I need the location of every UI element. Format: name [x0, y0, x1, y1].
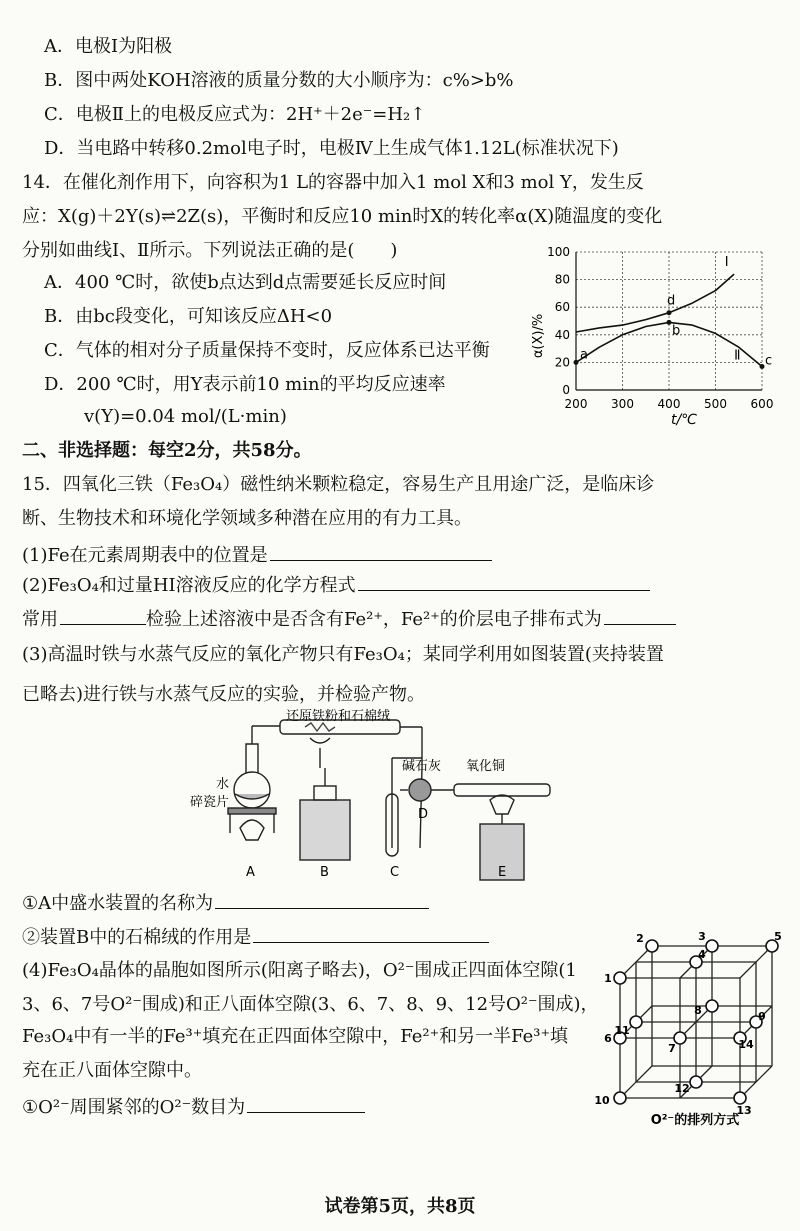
crystal-cell-diagram	[594, 930, 790, 1130]
burner-A	[240, 820, 264, 840]
y-tick-label: 20	[554, 355, 570, 370]
flask-neck	[246, 744, 258, 773]
node-number-label: 4	[698, 948, 706, 961]
node-number-label: 10	[594, 1094, 610, 1107]
label-cuo: 氧化铜	[466, 759, 506, 774]
q13-option-c: C．电极Ⅱ上的电极反应式为：2H⁺＋2e⁻=H₂↑	[44, 104, 426, 125]
q13-option-d: D．当电路中转移0.2mol电子时，电极Ⅳ上生成气体1.12L(标准状况下)	[44, 138, 619, 159]
x-tick-label: 400	[657, 397, 681, 411]
oxide-ion-node	[706, 1000, 718, 1012]
apparatus-diagram	[190, 708, 550, 890]
node-number-label: 7	[668, 1042, 676, 1055]
y-tick-label: 100	[547, 245, 570, 259]
y-tick-label: 40	[554, 327, 570, 342]
round-flask	[234, 772, 270, 808]
q13-option-a: A．电极Ⅰ为阳极	[44, 36, 173, 57]
x-tick-label: 200	[564, 397, 588, 411]
label-A: A	[246, 865, 255, 880]
oxide-ion-node	[646, 940, 658, 952]
burner-B	[300, 800, 350, 860]
answer-blank[interactable]	[253, 924, 489, 943]
q15-part2b-text2: 检验上述溶液中是否含有Fe²⁺，Fe²⁺的价层电子排布式为	[146, 609, 602, 630]
answer-blank[interactable]	[358, 572, 650, 591]
x-tick-label: 500	[704, 397, 727, 411]
node-number-label: 14	[738, 1038, 754, 1051]
point-c	[760, 364, 765, 369]
oxide-ion-node	[690, 1076, 702, 1088]
point-b	[667, 320, 672, 325]
chart-points	[574, 294, 773, 369]
q15-part2-text: (2)Fe₃O₄和过量HI溶液反应的化学方程式	[22, 575, 356, 596]
section-heading: 二、非选择题：每空2分，共58分。	[22, 440, 312, 461]
q15-part2b-text1: 常用	[22, 609, 58, 630]
q15-sub1-text: ①A中盛水装置的名称为	[22, 893, 214, 914]
chart-x-axis-label: t/℃	[671, 412, 697, 428]
point-label-d: d	[667, 293, 676, 309]
curve-1	[576, 274, 734, 332]
label-B: B	[320, 865, 329, 880]
point-label-c: c	[765, 353, 773, 369]
gauze-plate	[228, 808, 276, 814]
curve-label-1: Ⅰ	[724, 254, 729, 270]
q15-part4-line1: (4)Fe₃O₄晶体的晶胞如图所示(阳离子略去)，O²⁻围成正四面体空隙(1	[22, 960, 577, 981]
q15-intro-line1: 15．四氧化三铁（Fe₃O₄）磁性纳米颗粒稳定，容易生产且用途广泛，是临床诊	[22, 474, 655, 495]
chart-y-axis-label: α(X)/%	[531, 313, 546, 359]
q14-option-c: C．气体的相对分子质量保持不变时，反应体系已达平衡	[44, 340, 490, 361]
q15-part2	[22, 572, 650, 597]
q15-part3-line1: (3)高温时铁与水蒸气反应的氧化产物只有Fe₃O₄；某同学利用如图装置(夹持装置	[22, 644, 664, 665]
q14-option-a: A．400 ℃时，欲使b点达到d点需要延长反应时间	[44, 272, 447, 293]
cuo-tube	[454, 784, 550, 796]
q15-intro-line2: 断、生物技术和环境化学领域多种潜在应用的有力工具。	[22, 508, 472, 529]
q15-part4-line3: Fe₃O₄中有一半的Fe³⁺填充在正四面体空隙中，Fe²⁺和另一半Fe³⁺填	[22, 1026, 568, 1047]
q15-sub1	[22, 890, 429, 915]
node-number-label: 2	[636, 932, 644, 945]
conversion-temperature-chart	[524, 240, 786, 430]
q15-sub2	[22, 924, 489, 949]
q14-option-b: B．由bc段变化，可知该反应ΔH<0	[44, 306, 333, 327]
answer-blank[interactable]	[270, 542, 492, 561]
y-tick-label: 80	[554, 272, 570, 287]
q15-part1	[22, 542, 492, 567]
point-a	[574, 360, 579, 365]
oxide-ion-node	[630, 1016, 642, 1028]
oxide-ion-node	[614, 972, 626, 984]
answer-blank[interactable]	[604, 606, 676, 625]
label-top: 还原铁粉和石棉绒	[286, 709, 391, 724]
x-tick-label: 600	[750, 397, 774, 411]
page-footer: 试卷第5页，共8页	[324, 1196, 476, 1217]
cell-caption: O²⁻的排列方式	[650, 1113, 740, 1128]
answer-blank[interactable]	[247, 1094, 365, 1113]
label-chips: 碎瓷片	[190, 795, 230, 810]
label-lime: 碱石灰	[402, 759, 442, 774]
x-tick-label: 300	[611, 397, 634, 411]
label-C: C	[390, 865, 400, 880]
curve-label-2: Ⅱ	[734, 348, 741, 364]
oxide-ion-node	[734, 1092, 746, 1104]
node-number-label: 8	[694, 1004, 702, 1017]
q14-stem-line3: 分别如曲线Ⅰ、Ⅱ所示。下列说法正确的是( )	[22, 240, 398, 261]
answer-blank[interactable]	[60, 606, 146, 625]
oxide-ion-node	[614, 1092, 626, 1104]
point-label-a: a	[580, 347, 588, 363]
q14-stem-line2: 应：X(g)＋2Y(s)⇌2Z(s)，平衡时和反应10 min时X的转化率α(X)随温度的变化	[22, 206, 663, 227]
chart-axes	[547, 245, 773, 411]
q14-option-d: D．200 ℃时，用Y表示前10 min的平均反应速率	[44, 374, 446, 395]
y-tick-label: 0	[562, 383, 570, 397]
label-water: 水	[216, 777, 230, 792]
q15-part4-line2: 3、6、7号O²⁻围成)和正八面体空隙(3、6、7、8、9、12号O²⁻围成)，	[22, 994, 599, 1015]
q15-sub4	[22, 1094, 365, 1119]
point-label-b: b	[672, 323, 681, 339]
y-tick-label: 60	[554, 300, 570, 315]
node-number-label: 9	[758, 1010, 766, 1023]
q15-part4-line4: 充在正八面体空隙中。	[22, 1060, 202, 1081]
oxide-ion-node	[706, 940, 718, 952]
node-number-label: 12	[674, 1082, 690, 1095]
node-number-label: 3	[698, 930, 706, 943]
node-number-label: 11	[614, 1024, 630, 1037]
node-number-label: 13	[736, 1104, 752, 1117]
node-number-label: 5	[774, 930, 782, 943]
q15-sub4-text: ①O²⁻周围紧邻的O²⁻数目为	[22, 1097, 246, 1118]
point-d	[667, 310, 672, 315]
q15-part3-line2: 已略去)进行铁与水蒸气反应的实验，并检验产物。	[22, 684, 426, 705]
q14-option-d-formula: v(Y)=0.04 mol/(L·min)	[84, 406, 287, 427]
q15-part1-text: (1)Fe在元素周期表中的位置是	[22, 545, 268, 566]
q15-sub2-text: ②装置B中的石棉绒的作用是	[22, 927, 252, 948]
q15-part2b	[22, 606, 676, 631]
drying-tube-D	[409, 779, 431, 801]
label-D: D	[418, 807, 429, 822]
answer-blank[interactable]	[215, 890, 429, 909]
node-number-label: 6	[604, 1032, 612, 1045]
q14-stem-line1: 14．在催化剂作用下，向容积为1 L的容器中加入1 mol X和3 mol Y，发生反	[22, 172, 644, 193]
node-number-label: 1	[604, 972, 612, 985]
label-E: E	[498, 865, 507, 880]
q13-option-b: B．图中两处KOH溶液的质量分数的大小顺序为：c%>b%	[44, 70, 514, 91]
